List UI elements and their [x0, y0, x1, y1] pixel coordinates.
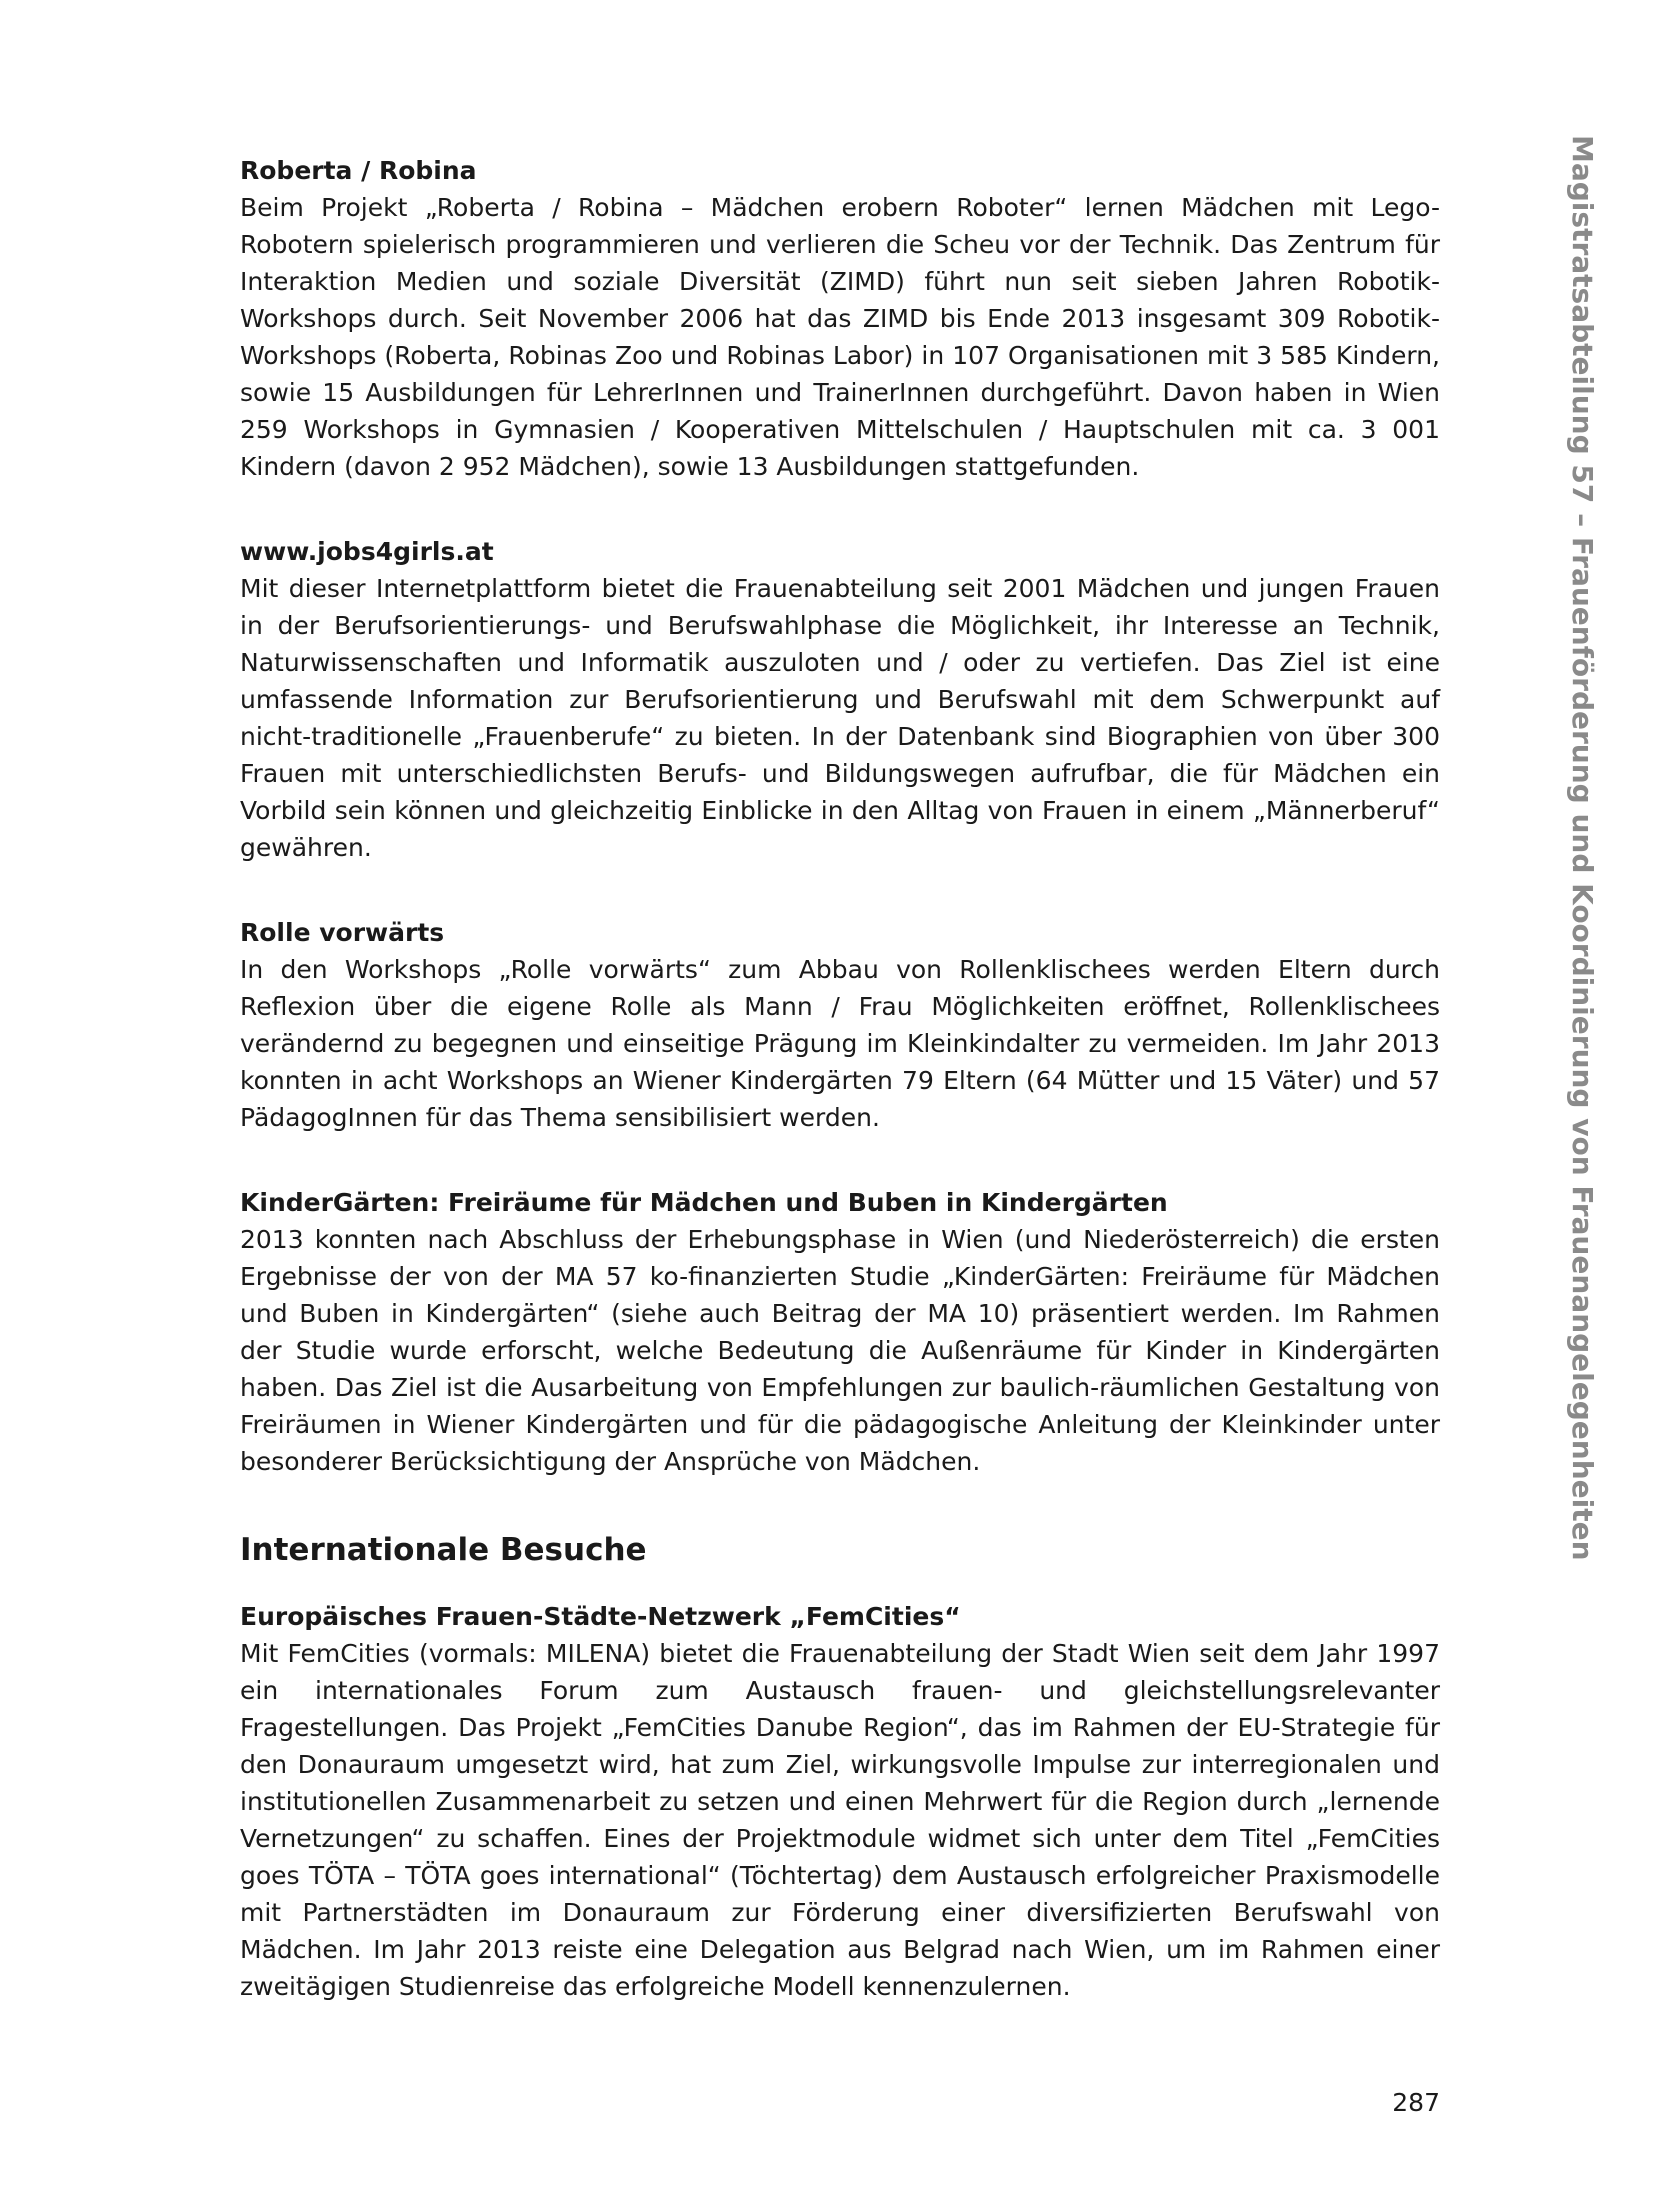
section-title: KinderGärten: Freiräume für Mädchen und Buben in Kindergärten: [240, 1188, 1168, 1217]
section-body: Beim Projekt „Roberta / Robina – Mädchen erobern Roboter“ lernen Mädchen mit Lego-Robotern spielerisch programmieren und verlieren die Scheu vor der Technik. Das Zentrum für Interaktion Medien und soziale Diversität (ZIMD) führt nun seit sieben Jahren Robotik-Workshops durch. Seit November 2006 hat das ZIMD bis Ende 2013 insgesamt 309 Robotik-Workshops (Roberta, Robinas Zoo und Robinas Labor) in 107 Organisationen mit 3 585 Kindern, sowie 15 Ausbildungen für LehrerInnen und TrainerInnen durchgeführt. Davon haben in Wien 259 Workshops in Gymnasien / Kooperativen Mittelschulen / Hauptschulen mit ca. 3 001 Kindern (davon 2 952 Mädchen), sowie 13 Ausbildungen stattgefunden.: [240, 193, 1440, 481]
section-body: In den Workshops „Rolle vorwärts“ zum Abbau von Rollenklischees werden Eltern durch Reflexion über die eigene Rolle als Mann / Frau Möglichkeiten eröffnet, Rollenklischees verändernd zu begegnen und einseitige Prägung im Kleinkindalter zu vermeiden. Im Jahr 2013 konnten in acht Workshops an Wiener Kindergärten 79 Eltern (64 Mütter und 15 Väter) und 57 PädagogInnen für das Thema sensibilisiert werden.: [240, 955, 1440, 1132]
page-number: 287: [1392, 2088, 1440, 2117]
page-content: [240, 152, 1440, 2053]
section-rolle-vorwaerts: [240, 914, 1440, 1136]
chapter-heading: Internationale Besuche: [240, 1532, 647, 1568]
sidebar-department-title: Magistratsabteilung 57 – Frauenförderung und Koordinierung von Frauenangelegenheiten: [1566, 135, 1599, 1561]
section-body: Mit dieser Internetplattform bietet die Frauenabteilung seit 2001 Mädchen und jungen Frauen in der Berufsorientierungs- und Berufswahlphase die Möglichkeit, ihr Interesse an Technik, Naturwissenschaften und Informatik auszuloten und / oder zu vertiefen. Das Ziel ist eine umfassende Information zur Berufsorientierung und Berufswahl mit dem Schwerpunkt auf nicht-traditionelle „Frauenberufe“ zu bieten. In der Datenbank sind Biographien von über 300 Frauen mit unterschiedlichsten Berufs- und Bildungswegen aufrufbar, die für Mädchen ein Vorbild sein können und gleichzeitig Einblicke in den Alltag von Frauen in einem „Männerberuf“ gewähren.: [240, 574, 1440, 862]
section-title: Rolle vorwärts: [240, 918, 445, 947]
section-body: Mit FemCities (vormals: MILENA) bietet die Frauenabteilung der Stadt Wien seit dem Jahr 1997 ein internationales Forum zum Austausch frauen- und gleichstellungsrelevanter Fragestellungen. Das Projekt „FemCities Danube Region“, das im Rahmen der EU-Strategie für den Donauraum umgesetzt wird, hat zum Ziel, wirkungsvolle Impulse zur interregionalen und institutionellen Zusammenarbeit zu setzen und einen Mehrwert für die Region durch „lernende Vernetzungen“ zu schaffen. Eines der Projektmodule widmet sich unter dem Titel „FemCities goes TÖTA – TÖTA goes international“ (Töchtertag) dem Austausch erfolgreicher Praxismodelle mit Partnerstädten im Donauraum zur Förderung einer diversifizierten Berufswahl von Mädchen. Im Jahr 2013 reiste eine Delegation aus Belgrad nach Wien, um im Rahmen einer zweitägigen Studienreise das erfolgreiche Modell kennenzulernen.: [240, 1639, 1440, 2001]
section-femcities: [240, 1598, 1440, 2005]
section-title: Europäisches Frauen-Städte-Netzwerk „FemCities“: [240, 1602, 961, 1631]
section-kindergaerten: [240, 1184, 1440, 1480]
section-body: 2013 konnten nach Abschluss der Erhebungsphase in Wien (und Niederösterreich) die ersten Ergebnisse der von der MA 57 ko-finanzierten Studie „KinderGärten: Freiräume für Mädchen und Buben in Kindergärten“ (siehe auch Beitrag der MA 10) präsentiert werden. Im Rahmen der Studie wurde erforscht, welche Bedeutung die Außenräume für Kinder in Kindergärten haben. Das Ziel ist die Ausarbeitung von Empfehlungen zur baulich-räumlichen Gestaltung von Freiräumen in Wiener Kindergärten und für die pädagogische Anleitung der Kleinkinder unter besonderer Berücksichtigung der Ansprüche von Mädchen.: [240, 1225, 1440, 1476]
section-roberta-robina: [240, 152, 1440, 485]
section-title: www.jobs4girls.at: [240, 537, 494, 566]
section-title: Roberta / Robina: [240, 156, 477, 185]
section-jobs4girls: [240, 533, 1440, 866]
